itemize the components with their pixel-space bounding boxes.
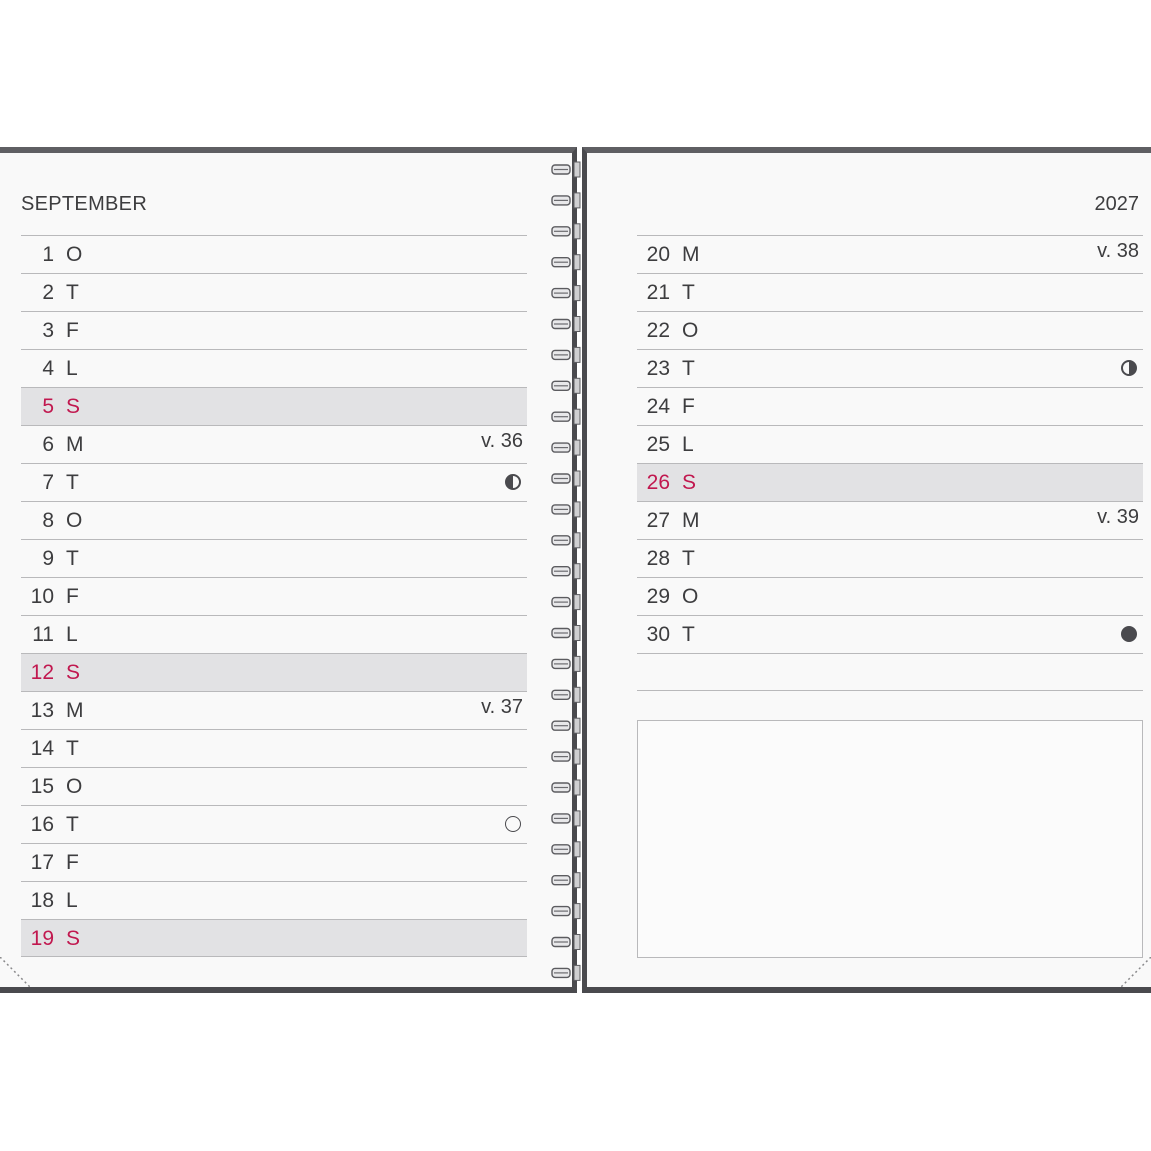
day-of-week: M	[682, 509, 700, 532]
day-of-week: L	[682, 433, 694, 456]
day-of-week: S	[682, 471, 697, 494]
day-number: 22	[646, 319, 670, 342]
day-of-week: L	[66, 357, 78, 380]
day-row[interactable]	[21, 653, 527, 691]
week-number: v. 39	[1097, 506, 1139, 528]
day-number: 29	[646, 585, 670, 608]
day-of-week: F	[66, 585, 79, 608]
day-number: 15	[30, 775, 54, 798]
day-number: 10	[30, 585, 54, 608]
day-row[interactable]	[21, 615, 527, 653]
day-of-week: F	[66, 851, 79, 874]
day-row[interactable]	[21, 311, 527, 349]
day-number: 11	[32, 623, 54, 646]
day-row[interactable]	[637, 311, 1143, 349]
week-number: v. 37	[481, 696, 523, 718]
day-number: 14	[30, 737, 54, 760]
day-number: 20	[646, 243, 670, 266]
day-number: 18	[30, 889, 54, 912]
right-day-list	[637, 235, 1143, 691]
first-quarter-moon-icon	[505, 474, 521, 490]
day-of-week: T	[682, 281, 695, 304]
day-row[interactable]	[637, 615, 1143, 653]
right-page	[582, 147, 1151, 993]
day-number: 6	[42, 433, 54, 456]
day-row[interactable]	[21, 919, 527, 957]
day-number: 23	[646, 357, 670, 380]
day-of-week: T	[682, 623, 695, 646]
day-number: 25	[646, 433, 670, 456]
day-of-week: L	[66, 889, 78, 912]
day-number: 1	[42, 243, 54, 266]
day-number: 3	[42, 319, 54, 342]
day-row[interactable]	[637, 539, 1143, 577]
new-moon-icon	[505, 816, 521, 832]
day-of-week: O	[66, 509, 83, 532]
day-row[interactable]	[21, 501, 527, 539]
day-number: 2	[42, 281, 54, 304]
day-row[interactable]	[21, 387, 527, 425]
day-row[interactable]	[637, 463, 1143, 501]
day-row[interactable]	[21, 691, 527, 729]
week-number: v. 36	[481, 430, 523, 452]
day-of-week: T	[682, 547, 695, 570]
day-of-week: T	[682, 357, 695, 380]
day-row[interactable]	[637, 501, 1143, 539]
day-row[interactable]	[637, 577, 1143, 615]
day-row[interactable]	[21, 767, 527, 805]
day-of-week: M	[66, 699, 84, 722]
day-number: 16	[30, 813, 54, 836]
day-of-week: O	[66, 775, 83, 798]
week-number: v. 38	[1097, 240, 1139, 262]
day-number: 19	[30, 927, 54, 950]
day-row[interactable]	[21, 273, 527, 311]
day-row[interactable]	[637, 273, 1143, 311]
day-row[interactable]	[21, 539, 527, 577]
day-number: 7	[42, 471, 54, 494]
day-row[interactable]	[21, 881, 527, 919]
day-number: 9	[42, 547, 54, 570]
day-number: 30	[646, 623, 670, 646]
day-row[interactable]	[21, 235, 527, 273]
day-number: 28	[646, 547, 670, 570]
day-of-week: S	[66, 395, 81, 418]
day-of-week: O	[682, 585, 699, 608]
day-of-week: O	[66, 243, 83, 266]
month-title: SEPTEMBER	[21, 193, 148, 215]
day-of-week: S	[66, 661, 81, 684]
day-of-week: F	[682, 395, 695, 418]
day-number: 24	[646, 395, 670, 418]
day-of-week: M	[66, 433, 84, 456]
day-row[interactable]	[637, 349, 1143, 387]
day-of-week: T	[66, 737, 79, 760]
day-number: 12	[30, 661, 54, 684]
day-number: 27	[646, 509, 670, 532]
day-of-week: L	[66, 623, 78, 646]
day-of-week: S	[66, 927, 81, 950]
day-row[interactable]	[637, 235, 1143, 273]
day-row[interactable]	[21, 729, 527, 767]
full-moon-icon	[1121, 626, 1137, 642]
day-of-week: T	[66, 281, 79, 304]
day-row[interactable]	[21, 805, 527, 843]
day-row[interactable]	[637, 425, 1143, 463]
day-of-week: O	[682, 319, 699, 342]
year-title: 2027	[1094, 193, 1139, 215]
day-row[interactable]	[21, 349, 527, 387]
day-row[interactable]	[21, 577, 527, 615]
day-number: 21	[646, 281, 670, 304]
last-quarter-moon-icon	[1121, 360, 1137, 376]
day-number: 17	[30, 851, 54, 874]
day-row[interactable]	[21, 463, 527, 501]
left-page	[0, 147, 577, 993]
day-number: 5	[42, 395, 54, 418]
day-row[interactable]	[637, 387, 1143, 425]
notes-box[interactable]	[637, 720, 1143, 958]
day-of-week: F	[66, 319, 79, 342]
day-number: 8	[42, 509, 54, 532]
day-number: 4	[42, 357, 54, 380]
day-row[interactable]	[21, 425, 527, 463]
day-row[interactable]	[637, 653, 1143, 691]
day-number: 26	[646, 471, 670, 494]
day-row[interactable]	[21, 843, 527, 881]
corner-pocket-right	[1121, 957, 1151, 987]
day-of-week: T	[66, 813, 79, 836]
corner-pocket-left	[0, 957, 30, 987]
day-of-week: T	[66, 471, 79, 494]
day-number: 13	[30, 699, 54, 722]
day-of-week: T	[66, 547, 79, 570]
left-day-list	[21, 235, 527, 957]
day-of-week: M	[682, 243, 700, 266]
